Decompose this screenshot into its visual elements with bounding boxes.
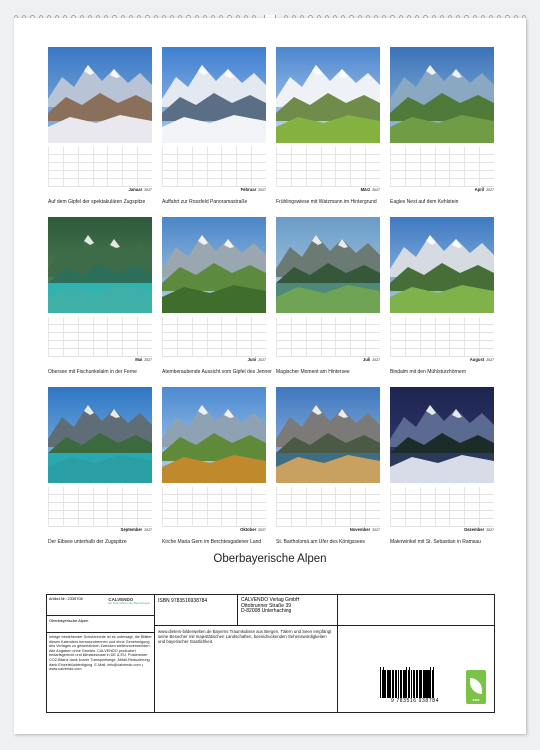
legal-text: Infolge bestehender Schutzrechte ist es untersagt, die Blätter dieses Kalenders herauszutrennen und ohne Genehmigung des Verlages zu gewerblichen Zwecken weiterzuverwenden. Alle Angaben ohne Gewähr. CALVENDO produziert bedarfsgerecht und klimabewusst in DE & EU. Posterware CO2-Bilanz dank kurzer Transportwege. Abfall-Reduzierung dank Einzelstückfertigung. E-Mail: info@calvendo.com • www.calvendo.com — [49, 635, 152, 672]
month-name: April 2027 — [474, 187, 494, 192]
month-name: Februar 2027 — [240, 187, 266, 192]
photo-caption: Malerwinkel mit St. Sebastian in Ramsau — [390, 539, 481, 545]
calvendo-logo: CALVENDO Ein Unternehmen der Ravensburger — [108, 597, 150, 605]
photo-caption: Auffahrt zur Rossfeld Panoramastraße — [162, 199, 248, 205]
leaf-icon — [470, 678, 482, 694]
imprint-column-middle — [155, 595, 338, 712]
photo-caption: Auf dem Gipfel der spektakulären Zugspitze — [48, 199, 146, 205]
month-name: Dezember 2027 — [464, 527, 494, 532]
date-grid — [162, 487, 266, 523]
month-märz — [276, 47, 380, 212]
photo-caption: St. Bartholomä am Ufer des Königssees — [276, 539, 365, 545]
month-year: 2027 — [258, 528, 266, 532]
article-number: Artikel-Nr.: 2335708 — [49, 597, 83, 601]
month-juli — [276, 217, 380, 382]
month-juni — [162, 217, 272, 382]
month-september — [48, 387, 152, 552]
photo-caption: Kirche Maria Gern im Berchtesgadener Land — [162, 539, 262, 545]
spring-meadow-watzmann-photo — [276, 47, 380, 143]
month-year: 2027 — [372, 528, 380, 532]
month-november — [276, 387, 380, 552]
barcode — [380, 670, 450, 706]
month-year: 2027 — [486, 188, 494, 192]
month-name: März 2027 — [360, 187, 380, 192]
publisher-address: CALVENDO Verlag GmbH Ottobrunner Straße 39 D-82008 Unterhaching — [241, 597, 300, 615]
date-grid — [162, 147, 266, 183]
month-februar — [162, 47, 266, 212]
month-oktober — [162, 387, 266, 552]
snowy-mountain-valley-photo — [162, 47, 266, 143]
date-grid — [276, 317, 380, 353]
month-name: Juli 2027 — [362, 357, 380, 362]
imprint-column-left — [47, 595, 155, 712]
eagles-nest-road-photo — [390, 47, 494, 143]
photo-caption: Der Eibsee unterhalb der Zugspitze — [48, 539, 127, 545]
photo-caption: Atemberaubende Aussicht vom Gipfel des Jenner — [162, 369, 272, 375]
ramsau-church-night-photo — [390, 387, 494, 483]
date-grid — [276, 147, 380, 183]
calendar-description: www.dieters-bilderwelten.de Bayerns Traumkulisse aus Bergen, Tälern und Seen empfängt seine Besucher mit majestätischen Landschaften, beeindruckenden Sehenswürdigkeiten und bayerischer Gastlichkeit. — [158, 629, 332, 644]
month-dezember — [390, 387, 494, 552]
date-grid — [390, 147, 494, 183]
photo-caption: Obersee mit Fischunkelalm in der Ferne — [48, 369, 137, 375]
month-year: 2027 — [258, 188, 266, 192]
photo-caption: Frühlingswiese mit Watzmann im Hintergrund — [276, 199, 377, 205]
valley-view-jenner-photo — [162, 217, 266, 313]
month-year: 2027 — [144, 358, 152, 362]
date-grid — [390, 487, 494, 523]
calendar-title: Oberbayerische Alpen — [213, 553, 327, 565]
month-year: 2027 — [486, 528, 494, 532]
date-grid — [162, 317, 266, 353]
maria-gern-church-autumn-photo — [162, 387, 266, 483]
imprint-column-right — [338, 595, 494, 712]
date-grid — [48, 317, 152, 353]
month-year: 2027 — [144, 528, 152, 532]
month-year: 2027 — [258, 358, 266, 362]
month-year: 2027 — [372, 188, 380, 192]
month-year: 2027 — [144, 188, 152, 192]
month-name: Mai 2027 — [135, 357, 152, 362]
article-row — [47, 595, 154, 616]
imprint-table — [46, 594, 495, 713]
month-name: Januar 2027 — [128, 187, 152, 192]
photo-caption: Magischer Moment am Hintersee — [276, 369, 350, 375]
calvendo-subline: Ein Unternehmen der Ravensburger — [108, 602, 150, 605]
eco-badge: eco — [466, 670, 486, 704]
month-year: 2027 — [486, 358, 494, 362]
photo-caption: Bindalm mit den Mühlsturzhörnern — [390, 369, 467, 375]
month-name: August 2027 — [469, 357, 494, 362]
snowy-rocky-summit-photo — [48, 47, 152, 143]
month-year: 2027 — [372, 358, 380, 362]
bindalm-alpine-pasture-photo — [390, 217, 494, 313]
turquoise-lake-obersee-photo — [48, 217, 152, 313]
date-grid — [390, 317, 494, 353]
eibsee-lake-photo — [48, 387, 152, 483]
month-name: Oktober 2027 — [240, 527, 266, 532]
month-name: November 2027 — [349, 527, 380, 532]
st-bartholomae-koenigssee-photo — [276, 387, 380, 483]
date-grid — [48, 487, 152, 523]
isbn: ISBN 9783516938784 — [155, 595, 238, 625]
month-april — [390, 47, 494, 212]
hintersee-bench-photo — [276, 217, 380, 313]
month-januar — [48, 47, 152, 212]
photo-caption: Eagles Nest auf dem Kehlstein — [390, 199, 459, 205]
date-grid — [276, 487, 380, 523]
month-mai — [48, 217, 152, 382]
month-name: September 2027 — [120, 527, 152, 532]
barcode-number: 9 783516 938784 — [391, 698, 439, 704]
date-grid — [48, 147, 152, 183]
month-name: Juni 2027 — [247, 357, 266, 362]
month-august — [390, 217, 494, 382]
product-name: Oberbayerische Alpen — [47, 616, 154, 633]
